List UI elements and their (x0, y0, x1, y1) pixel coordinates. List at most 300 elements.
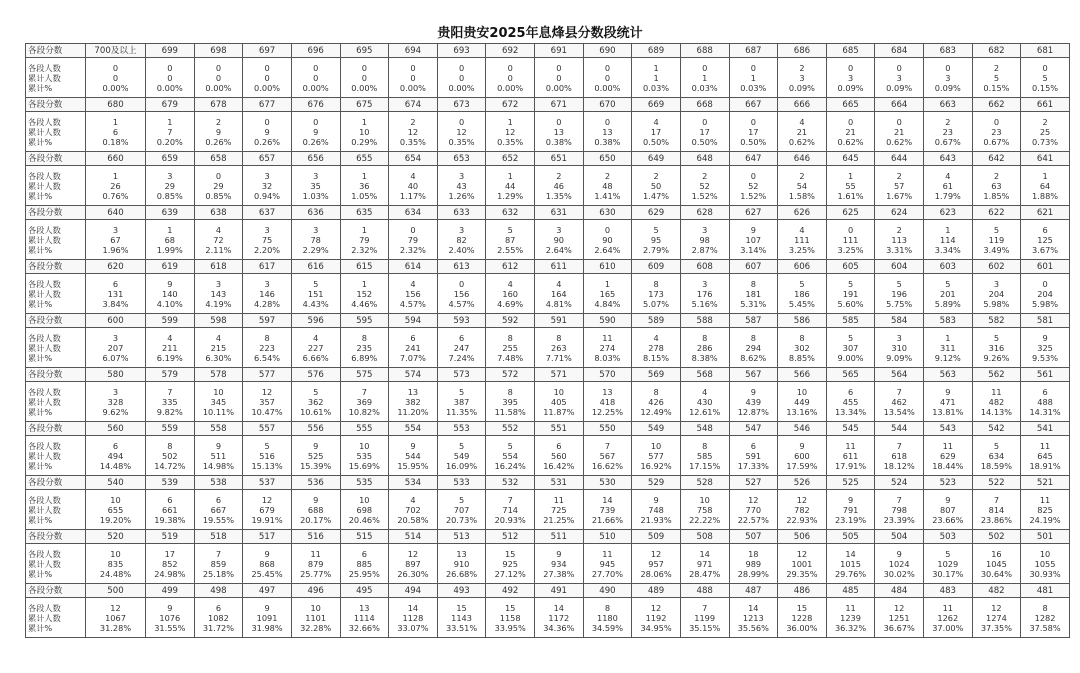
count-value: 13 (359, 602, 370, 613)
percent-value: 13.16% (786, 406, 818, 417)
count-value: 5 (945, 548, 951, 559)
percent-value: 17.33% (737, 460, 769, 471)
score-cell: 647 (729, 152, 778, 166)
cumulative-value: 146 (259, 288, 275, 299)
cumulative-value: 1076 (159, 612, 181, 623)
stats-cell (875, 220, 924, 260)
cumulative-value: 3 (847, 72, 854, 83)
stats-row (26, 166, 1070, 206)
stats-cell (340, 220, 389, 260)
score-cell: 625 (826, 206, 875, 220)
count-value: 0 (750, 62, 756, 73)
count-value: 5 (264, 440, 270, 451)
percent-label: 累计% (28, 622, 53, 633)
percent-value: 6.19% (156, 352, 183, 363)
percent-value: 6.30% (205, 352, 232, 363)
stats-cell (86, 328, 146, 368)
cumulative-value: 156 (453, 288, 470, 299)
count-value: 12 (748, 494, 759, 505)
stats-cell (86, 166, 146, 206)
percent-value: 0.50% (643, 136, 670, 147)
stats-cell (924, 220, 973, 260)
percent-value: 0.00% (302, 82, 329, 93)
stats-cell (146, 598, 195, 638)
cumulative-value: 585 (696, 450, 713, 461)
cumulative-value: 0 (215, 72, 222, 83)
percent-value: 35.56% (737, 622, 769, 633)
percent-label: 累计% (28, 244, 53, 255)
count-value: 6 (215, 494, 222, 505)
percent-value: 0.15% (1032, 82, 1059, 93)
count-label: 各段人数 (28, 278, 61, 289)
cumulative-value: 925 (502, 558, 518, 569)
cumulative-label: 累计人数 (28, 450, 61, 461)
count-value: 11 (1039, 494, 1051, 505)
score-cell: 538 (194, 476, 243, 490)
score-cell: 554 (389, 422, 438, 436)
score-cell: 533 (437, 476, 486, 490)
score-cell: 628 (680, 206, 729, 220)
percent-value: 25.45% (251, 568, 283, 579)
percent-value: 0.00% (399, 82, 426, 93)
score-cell: 648 (680, 152, 729, 166)
cumulative-value: 455 (842, 396, 859, 407)
stats-cell (729, 598, 778, 638)
percent-value: 1.61% (837, 190, 864, 201)
percent-value: 0.62% (788, 136, 815, 147)
cumulative-value: 957 (648, 558, 664, 569)
stats-cell (826, 220, 875, 260)
cumulative-value: 0 (112, 72, 119, 83)
cumulative-value: 554 (502, 450, 518, 461)
cumulative-value: 516 (259, 450, 275, 461)
percent-value: 15.39% (300, 460, 332, 471)
stats-cell (875, 274, 924, 314)
percent-value: 0.94% (254, 190, 281, 201)
cumulative-value: 90 (553, 234, 565, 245)
score-cell: 666 (778, 98, 827, 112)
stats-cell (535, 166, 584, 206)
count-value: 10 (796, 386, 808, 397)
count-value: 12 (796, 548, 808, 559)
count-value: 3 (702, 278, 708, 289)
cumulative-value: 482 (988, 396, 1005, 407)
stats-cell (729, 544, 778, 584)
stats-cell (486, 382, 535, 422)
cumulative-value: 345 (210, 396, 227, 407)
stats-cell (243, 58, 292, 98)
percent-value: 34.59% (591, 622, 624, 633)
cumulative-value: 1082 (208, 612, 229, 623)
cumulative-value: 679 (259, 504, 275, 515)
cumulative-value: 79 (407, 234, 419, 245)
stats-cell (535, 112, 584, 152)
stats-cell (632, 490, 681, 530)
cumulative-value: 140 (161, 288, 178, 299)
cumulative-value: 1024 (888, 558, 910, 569)
cumulative-value: 196 (891, 288, 907, 299)
stats-cell (146, 58, 195, 98)
count-value: 7 (702, 602, 708, 613)
count-value: 6 (167, 494, 173, 505)
stats-cell (583, 598, 632, 638)
score-cell: 550 (583, 422, 632, 436)
percent-value: 9.12% (934, 352, 961, 363)
score-header-row (26, 152, 1070, 166)
score-header-row (26, 530, 1070, 544)
score-cell: 587 (729, 314, 778, 328)
score-cell: 484 (875, 584, 924, 598)
percent-value: 0.62% (886, 136, 913, 147)
stats-cell (826, 166, 875, 206)
percent-value: 7.48% (497, 352, 524, 363)
score-cell: 651 (535, 152, 584, 166)
cumulative-value: 1251 (888, 612, 910, 623)
stats-cell (826, 544, 875, 584)
score-cell: 498 (194, 584, 243, 598)
cumulative-value: 44 (504, 180, 516, 191)
percent-value: 9.00% (837, 352, 864, 363)
percent-value: 7.71% (545, 352, 572, 363)
cumulative-value: 21 (893, 126, 905, 137)
stats-cell (924, 490, 973, 530)
score-cell: 645 (826, 152, 875, 166)
percent-value: 30.02% (883, 568, 915, 579)
count-value: 5 (993, 440, 1000, 451)
score-cell: 588 (680, 314, 729, 328)
percent-value: 18.44% (932, 460, 964, 471)
count-value: 11 (942, 440, 954, 451)
cumulative-value: 868 (259, 558, 275, 569)
percent-value: 0.38% (594, 136, 621, 147)
score-cell: 542 (972, 422, 1021, 436)
score-cell: 601 (1021, 260, 1070, 274)
percent-value: 4.10% (156, 298, 183, 309)
percent-value: 4.46% (351, 298, 378, 309)
score-cell: 685 (826, 44, 875, 58)
count-value: 12 (261, 386, 273, 397)
count-value: 0 (604, 224, 611, 235)
cumulative-value: 55 (845, 180, 856, 191)
percent-value: 6.07% (102, 352, 129, 363)
count-value: 4 (799, 224, 805, 235)
cumulative-value: 1055 (1034, 558, 1056, 569)
count-value: 0 (458, 62, 465, 73)
score-cell: 594 (389, 314, 438, 328)
stats-cell (291, 598, 340, 638)
cumulative-value: 494 (107, 450, 124, 461)
stats-cell (1021, 112, 1070, 152)
percent-label: 累计% (28, 82, 53, 93)
count-value: 10 (359, 494, 370, 505)
count-value: 12 (407, 548, 419, 559)
percent-value: 11.87% (543, 406, 575, 417)
cumulative-value: 357 (259, 396, 275, 407)
stats-cell (437, 112, 486, 152)
score-table (25, 43, 1070, 638)
cumulative-value: 204 (988, 288, 1005, 299)
score-cell: 485 (826, 584, 875, 598)
count-value: 3 (458, 170, 465, 181)
stats-cell (1021, 490, 1070, 530)
score-cell: 590 (583, 314, 632, 328)
percent-value: 20.73% (445, 514, 478, 525)
count-value: 6 (112, 278, 119, 289)
count-value: 7 (361, 386, 367, 397)
count-value: 7 (215, 548, 222, 559)
score-cell: 694 (389, 44, 438, 58)
stats-cell (583, 112, 632, 152)
percent-value: 1.17% (399, 190, 426, 201)
count-value: 8 (702, 332, 708, 343)
count-value: 5 (945, 278, 951, 289)
percent-value: 31.55% (154, 622, 186, 633)
cumulative-value: 1282 (1034, 612, 1056, 623)
score-cell: 655 (340, 152, 389, 166)
cumulative-value: 852 (161, 558, 178, 569)
stats-cell (340, 328, 389, 368)
count-value: 9 (410, 440, 416, 451)
stats-cell (291, 274, 340, 314)
stats-cell (146, 274, 195, 314)
cumulative-value: 152 (356, 288, 373, 299)
count-value: 0 (750, 116, 756, 127)
stats-cell (924, 544, 973, 584)
stats-cell (194, 436, 243, 476)
cumulative-label: 累计人数 (28, 180, 61, 191)
cumulative-value: 782 (794, 504, 810, 515)
stats-cell (729, 436, 778, 476)
cumulative-value: 143 (210, 288, 227, 299)
score-cell: 662 (972, 98, 1021, 112)
stats-cell (826, 328, 875, 368)
cumulative-value: 12 (456, 126, 467, 137)
count-value: 14 (407, 602, 419, 613)
score-cell: 641 (1021, 152, 1070, 166)
percent-value: 30.93% (1029, 568, 1061, 579)
stats-cell (194, 166, 243, 206)
stats-cell (243, 544, 292, 584)
cumulative-value: 10 (359, 126, 370, 137)
percent-value: 1.41% (594, 190, 621, 201)
percent-value: 19.55% (202, 514, 235, 525)
count-value: 2 (653, 170, 659, 181)
cumulative-value: 1239 (840, 612, 861, 623)
score-cell: 639 (146, 206, 195, 220)
score-cell: 609 (632, 260, 681, 274)
cumulative-value: 32 (261, 180, 273, 191)
count-value: 8 (750, 332, 756, 343)
count-value: 9 (215, 440, 222, 451)
count-value: 10 (650, 440, 662, 451)
count-value: 11 (553, 494, 565, 505)
cumulative-value: 0 (264, 72, 270, 83)
score-cell: 607 (729, 260, 778, 274)
score-cell: 606 (778, 260, 827, 274)
count-value: 0 (313, 116, 319, 127)
stats-cell (291, 328, 340, 368)
cumulative-value: 1262 (937, 612, 959, 623)
percent-value: 17.91% (834, 460, 867, 471)
stats-row (26, 436, 1070, 476)
count-value: 14 (553, 602, 565, 613)
count-value: 4 (702, 386, 708, 397)
count-value: 1 (1042, 170, 1048, 181)
score-cell: 664 (875, 98, 924, 112)
percent-value: 0.26% (302, 136, 329, 147)
cumulative-value: 160 (502, 288, 518, 299)
cumulative-value: 67 (110, 234, 121, 245)
cumulative-value: 40 (407, 180, 419, 191)
percent-label: 累计% (28, 514, 53, 525)
stats-cell (437, 598, 486, 638)
stats-cell (972, 544, 1021, 584)
score-cell: 593 (437, 314, 486, 328)
cumulative-label: 累计人数 (28, 234, 61, 245)
percent-value: 37.58% (1029, 622, 1061, 633)
score-cell: 552 (486, 422, 535, 436)
score-cell: 520 (86, 530, 146, 544)
percent-value: 28.99% (737, 568, 769, 579)
count-value: 15 (504, 548, 516, 559)
count-value: 6 (847, 386, 854, 397)
cumulative-value: 191 (842, 288, 859, 299)
percent-label: 累计% (28, 406, 53, 417)
score-cell: 677 (243, 98, 292, 112)
score-cell: 698 (194, 44, 243, 58)
stats-row (26, 112, 1070, 152)
score-cell: 535 (340, 476, 389, 490)
count-value: 8 (1042, 602, 1048, 613)
score-header-row (26, 98, 1070, 112)
count-value: 9 (945, 386, 951, 397)
score-cell: 529 (632, 476, 681, 490)
count-value: 9 (556, 548, 562, 559)
cumulative-value: 223 (259, 342, 275, 353)
cumulative-value: 23 (942, 126, 954, 137)
percent-value: 20.93% (494, 514, 526, 525)
count-value: 10 (213, 386, 224, 397)
percent-value: 17.59% (786, 460, 818, 471)
score-cell: 568 (680, 368, 729, 382)
cumulative-value: 52 (748, 180, 759, 191)
stats-cell (875, 436, 924, 476)
score-cell: 491 (535, 584, 584, 598)
count-value: 5 (799, 278, 805, 289)
stats-label-cell (26, 274, 86, 314)
percent-label: 累计% (28, 136, 53, 147)
stats-cell (340, 490, 389, 530)
stats-row (26, 598, 1070, 638)
cumulative-value: 13 (553, 126, 565, 137)
count-label: 各段人数 (28, 170, 61, 181)
score-cell: 600 (86, 314, 146, 328)
stats-cell (924, 382, 973, 422)
score-cell: 657 (243, 152, 292, 166)
percent-value: 15.13% (251, 460, 283, 471)
stats-cell (486, 598, 535, 638)
stats-cell (243, 220, 292, 260)
percent-value: 16.62% (591, 460, 624, 471)
score-cell: 620 (86, 260, 146, 274)
percent-value: 4.19% (205, 298, 232, 309)
stats-cell (389, 544, 438, 584)
percent-value: 3.14% (740, 244, 767, 255)
cumulative-label: 累计人数 (28, 72, 61, 83)
stats-cell (1021, 598, 1070, 638)
cumulative-label: 累计人数 (28, 558, 61, 569)
score-cell: 616 (291, 260, 340, 274)
cumulative-value: 35 (310, 180, 321, 191)
count-value: 8 (604, 602, 611, 613)
stats-cell (535, 220, 584, 260)
score-cell: 608 (680, 260, 729, 274)
stats-cell (389, 112, 438, 152)
count-value: 5 (847, 278, 854, 289)
score-cell: 553 (437, 422, 486, 436)
count-value: 4 (653, 116, 659, 127)
count-value: 4 (167, 332, 173, 343)
count-value: 0 (896, 116, 902, 127)
score-cell: 527 (729, 476, 778, 490)
cumulative-value: 50 (650, 180, 662, 191)
count-value: 6 (112, 440, 119, 451)
count-value: 1 (847, 170, 854, 181)
count-value: 0 (313, 62, 319, 73)
stats-cell (194, 58, 243, 98)
count-value: 3 (264, 170, 270, 181)
count-value: 5 (896, 278, 902, 289)
percent-value: 11.35% (445, 406, 478, 417)
count-label: 各段人数 (28, 62, 61, 73)
cumulative-value: 90 (602, 234, 613, 245)
score-cell: 561 (1021, 368, 1070, 382)
cumulative-value: 807 (939, 504, 956, 515)
cumulative-value: 439 (745, 396, 762, 407)
percent-value: 27.38% (543, 568, 575, 579)
stats-cell (632, 112, 681, 152)
score-cell: 673 (437, 98, 486, 112)
percent-value: 26.68% (445, 568, 478, 579)
stats-label-cell (26, 166, 86, 206)
percent-value: 11.20% (397, 406, 429, 417)
cumulative-value: 119 (988, 234, 1005, 245)
cumulative-value: 989 (745, 558, 762, 569)
percent-value: 6.54% (254, 352, 281, 363)
cumulative-label: 累计人数 (28, 504, 61, 515)
percent-value: 16.24% (494, 460, 526, 471)
percent-value: 1.58% (788, 190, 815, 201)
stats-cell (389, 598, 438, 638)
count-value: 12 (650, 548, 662, 559)
score-cell: 613 (437, 260, 486, 274)
score-cell: 482 (972, 584, 1021, 598)
score-cell: 562 (972, 368, 1021, 382)
cumulative-value: 1228 (791, 612, 813, 623)
cumulative-value: 885 (356, 558, 373, 569)
count-value: 5 (507, 224, 513, 235)
cumulative-label: 累计人数 (28, 126, 61, 137)
count-value: 0 (1042, 278, 1048, 289)
cumulative-value: 1192 (645, 612, 667, 623)
cumulative-value: 502 (161, 450, 178, 461)
percent-value: 29.76% (834, 568, 867, 579)
cumulative-value: 335 (161, 396, 178, 407)
score-cell: 671 (535, 98, 584, 112)
count-value: 2 (799, 62, 805, 73)
cumulative-value: 698 (356, 504, 373, 515)
percent-value: 0.50% (740, 136, 767, 147)
